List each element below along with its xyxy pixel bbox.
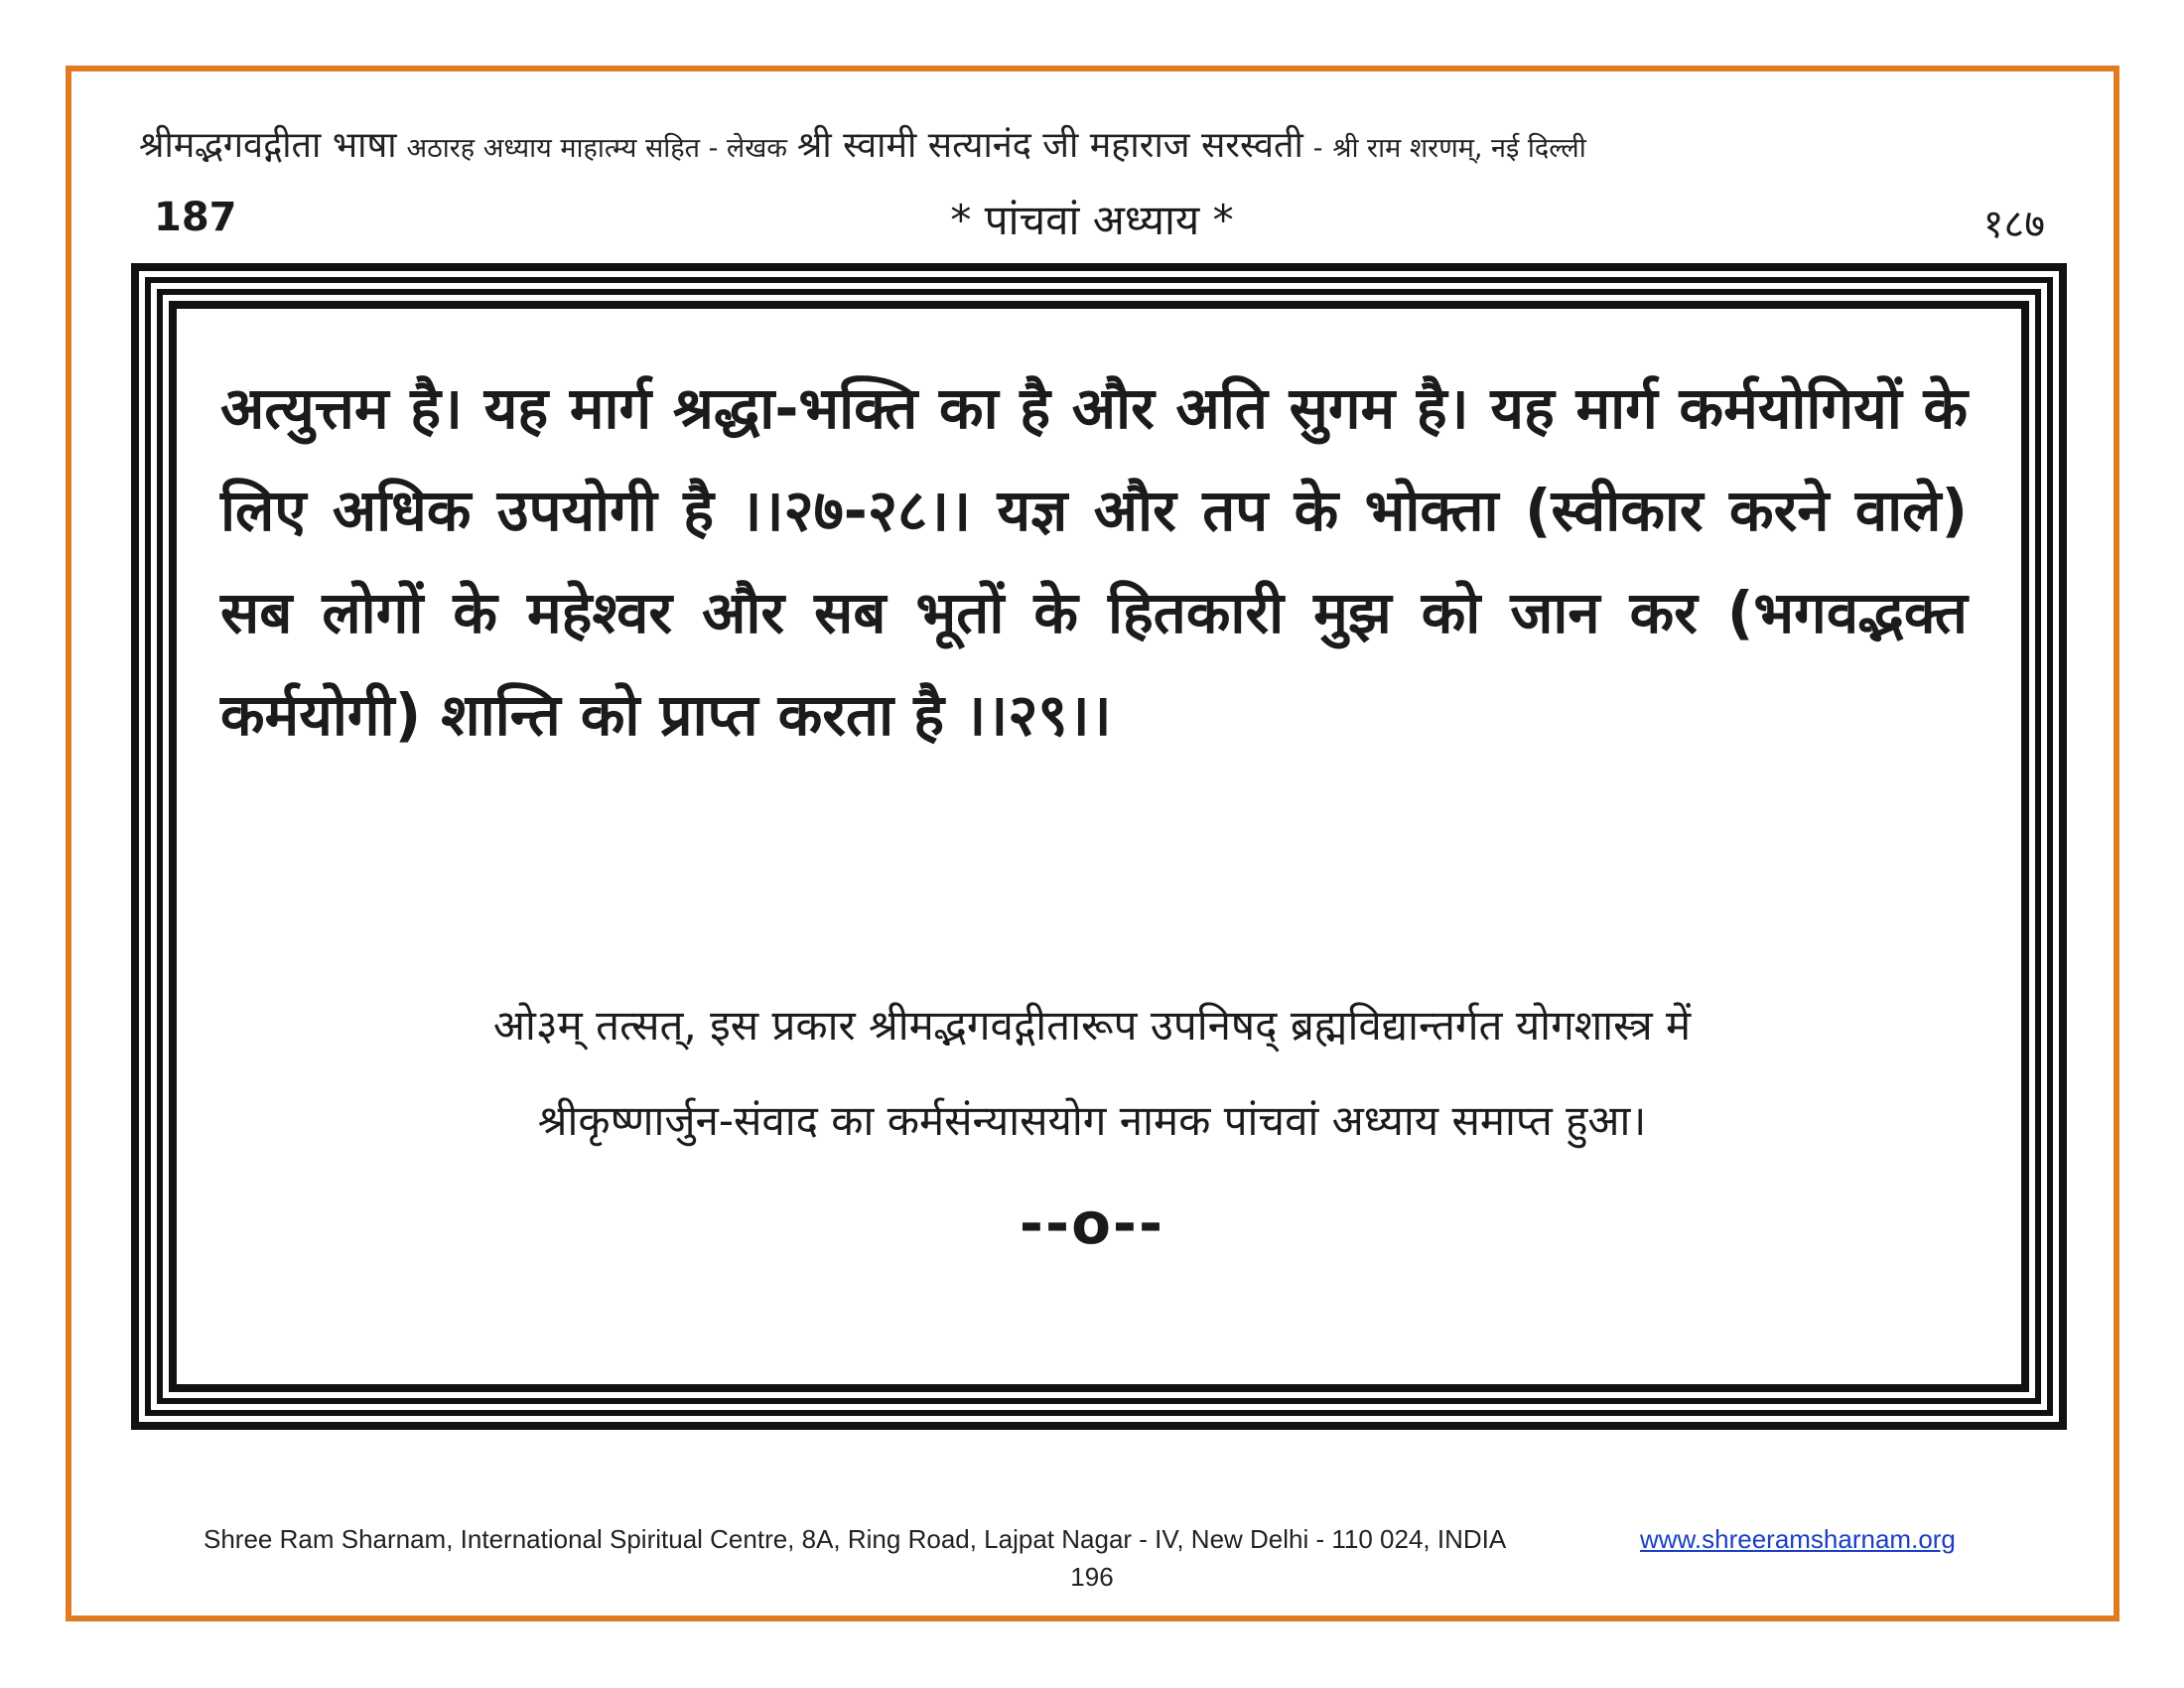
page-number-right: १८७ xyxy=(1982,202,2045,247)
header-publisher: श्री राम शरणम्, नई दिल्ली xyxy=(1332,133,1586,164)
header-author: श्री स्वामी सत्यानंद जी महाराज सरस्वती xyxy=(796,125,1303,166)
footer-page-number: 196 xyxy=(1070,1562,1114,1592)
end-mark: --o-- xyxy=(1019,1190,1165,1257)
book-title: श्रीमद्भगवद्गीता भाषा xyxy=(139,125,397,166)
colophon-line-1: ओ३म् तत्सत्, इस प्रकार श्रीमद्भगवद्गीतारूप उपनिषद् ब्रह्मविद्यान्तर्गत योगशास्त्र में xyxy=(492,1001,1692,1050)
footer-address: Shree Ram Sharnam, International Spiritual Centre, 8A, Ring Road, Lajpat Nagar - IV, New Delhi - 110 024, INDIA xyxy=(204,1524,1507,1554)
header-separator: - xyxy=(1312,133,1323,164)
page-number-left: 187 xyxy=(154,195,237,240)
chapter-title: * पांचवां अध्याय * xyxy=(950,196,1234,244)
website-link[interactable]: www.shreeramsharnam.org xyxy=(1640,1524,1956,1554)
main-paragraph: अत्युत्तम है। यह मार्ग श्रद्धा-भक्ति का है और अति सुगम है। यह मार्ग कर्मयोगियों के लिए अधिक उपयोगी है ।।२७-२८।। यज्ञ और तप के भोक्ता (स्वीकार करने वाले) सब लोगों के महेश्वर और सब भूतों के हितकारी मुझ को जान कर (भगवद्भक्त कर्मयोगी) शान्ति को प्राप्त करता है ।।२९।। xyxy=(220,374,1968,749)
header-subtitle: अठारह अध्याय माहात्म्य सहित - लेखक xyxy=(406,133,788,164)
chapter-colophon xyxy=(238,978,1946,1169)
colophon-line-2: श्रीकृष्णार्जुन-संवाद का कर्मसंन्यासयोग नामक पांचवां अध्याय समाप्त हुआ। xyxy=(537,1096,1647,1145)
running-header xyxy=(139,119,2065,168)
